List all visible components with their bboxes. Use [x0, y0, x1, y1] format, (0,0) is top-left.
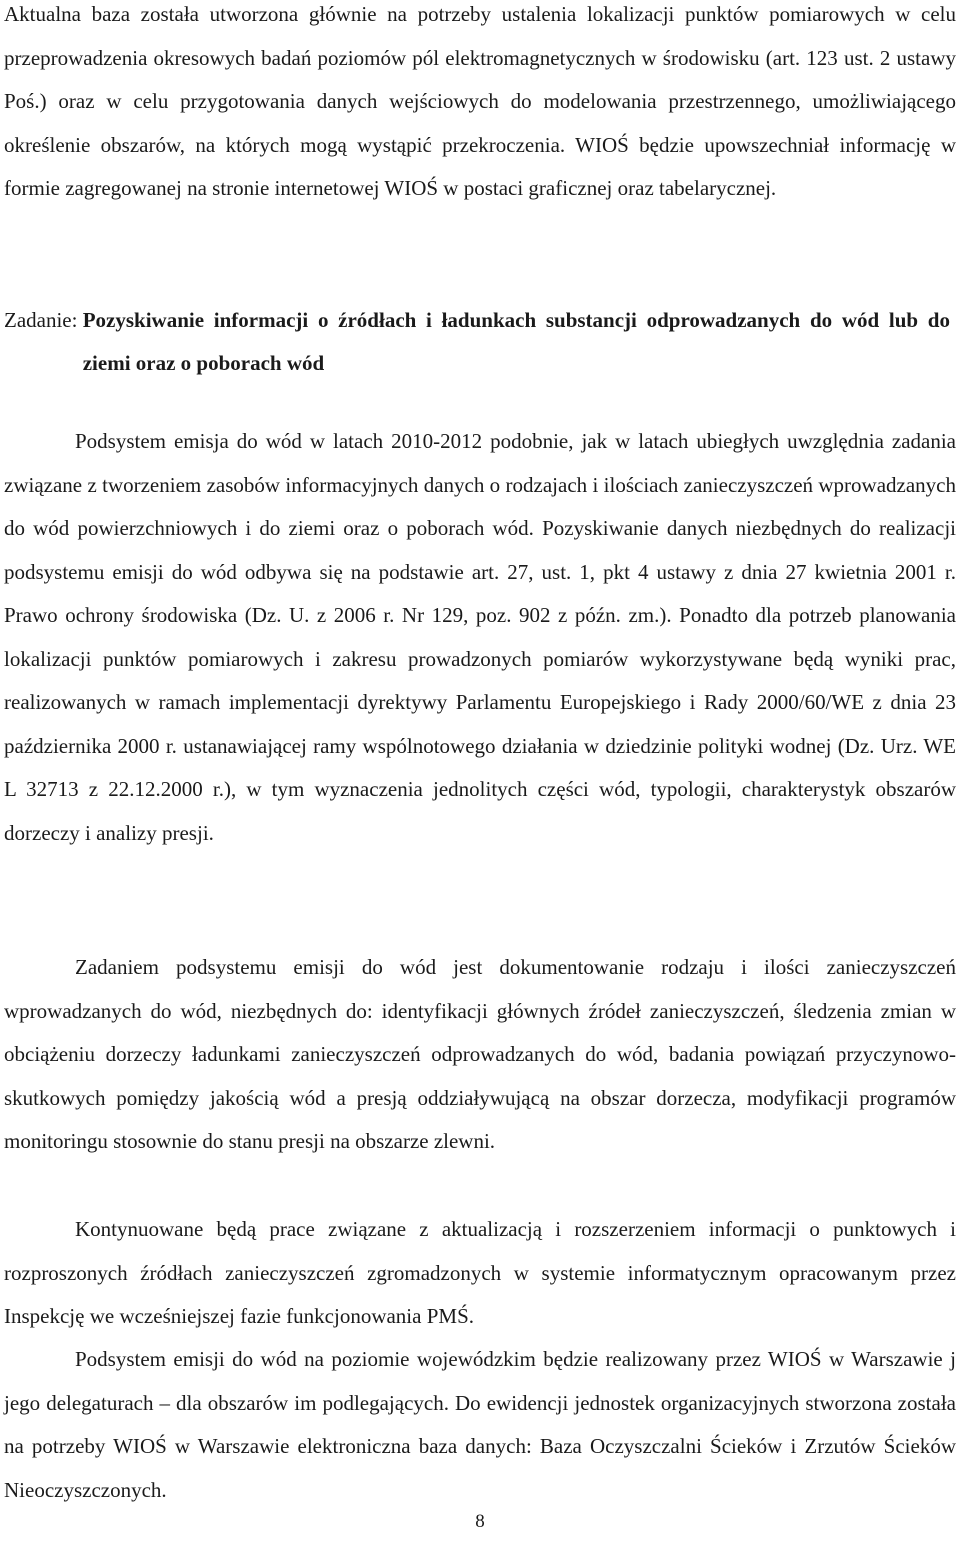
- paragraph-podsystem-emisja: Podsystem emisja do wód w latach 2010-2012 podobnie, jak w latach ubiegłych uwzględnia zadania związane z tworzeniem zasobów informacyjnych danych o rodzajach i ilościach zanieczyszczeń wprowadzanych do wód powierzchniowych i do ziemi oraz o poborach wód. Pozyskiwanie danych niezbędnych do realizacji podsystemu emisji do wód odbywa się na podstawie art. 27, ust. 1, pkt 4 ustawy z dnia 27 kwietnia 2001 r. Prawo ochrony środowiska (Dz. U. z 2006 r. Nr 129, poz. 902 z późn. zm.). Ponadto dla potrzeb planowania lokalizacji punktów pomiarowych i zakresu prowadzonych pomiarów wykorzystywane będą wyniki prac, realizowanych w ramach implementacji dyrektywy Parlamentu Europejskiego i Rady 2000/60/WE z dnia 23 października 2000 r. ustanawiającej ramy wspólnotowego działania w dziedzinie polityki wodnej (Dz. Urz. WE L 32713 z 22.12.2000 r.), w tym wyznaczenia jednolitych części wód, typologii, charakterystyk obszarów dorzeczy i analizy presji.: [4, 429, 956, 845]
- page-number: 8: [475, 1511, 485, 1532]
- task-heading: [4, 299, 956, 385]
- paragraph-zadanie-podsystemu: Zadaniem podsystemu emisji do wód jest dokumentowanie rodzaju i ilości zanieczyszczeń wprowadzanych do wód, niezbędnych do: identyfikacji głównych źródeł zanieczyszczeń, śledzenia zmian w obciążeniu dorzeczy ładunkami zanieczyszczeń odprowadzanych do wód, badania powiązań przyczynowo-skutkowych pomiędzy jakością wód a presją oddziaływującą na obszar dorzecza, modyfikacji programów monitoringu stosownie do stanu presji na obszarze zlewni.: [4, 955, 956, 1153]
- task-title: Pozyskiwanie informacji o źródłach i ładunkach substancji odprowadzanych do wód lub do ziemi oraz o poborach wód: [82, 308, 950, 375]
- paragraph-realizacja-wios: Podsystem emisji do wód na poziomie wojewódzkim będzie realizowany przez WIOŚ w Warszawie j jego delegaturach – dla obszarów im podlegających. Do ewidencji jednostek organizacyjnych stworzona została na potrzeby WIOŚ w Warszawie elektroniczna baza danych: Baza Oczyszczalni Ścieków i Zrzutów Ścieków Nieoczyszczonych.: [4, 1347, 956, 1502]
- paragraph-kontynuowane-prace: Kontynuowane będą prace związane z aktualizacją i rozszerzeniem informacji o punktowych i rozproszonych źródłach zanieczyszczeń zgromadzonych w systemie informatycznym opracowanym przez Inspekcję we wcześniejszej fazie funkcjonowania PMŚ.: [4, 1217, 956, 1328]
- paragraph-baza-pol-elektromagnetycznych: Aktualna baza została utworzona głównie na potrzeby ustalenia lokalizacji punktów pomiarowych w celu przeprowadzenia okresowych badań poziomów pól elektromagnetycznych w środowisku (art. 123 ust. 2 ustawy Poś.) oraz w celu przygotowania danych wejściowych do modelowania przestrzennego, umożliwiającego określenie obszarów, na których mogą wystąpić przekroczenia. WIOŚ będzie upowszechniał informację w formie zagregowanej na stronie internetowej WIOŚ w postaci graficznej oraz tabelarycznej.: [4, 2, 956, 200]
- task-label: Zadanie:: [4, 308, 83, 332]
